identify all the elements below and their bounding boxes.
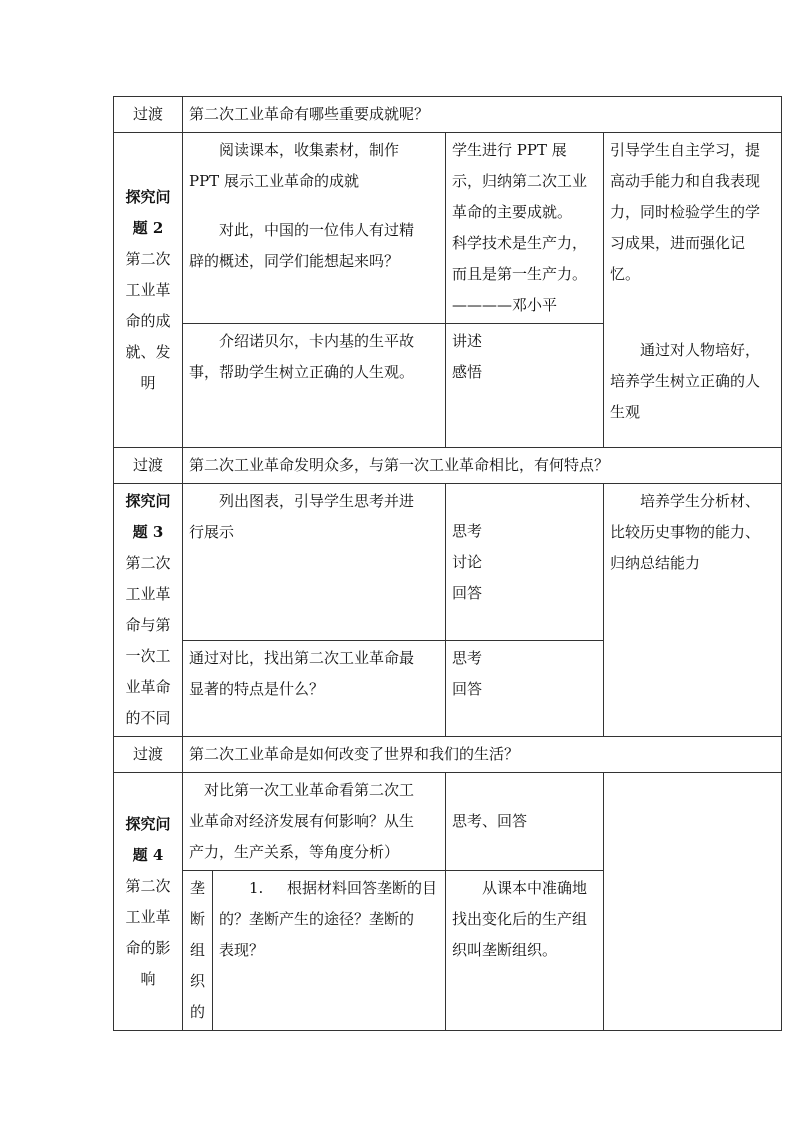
student-activity-cell	[446, 641, 604, 737]
list-number: 1.	[249, 879, 264, 897]
text-line: 培养学生树立正确的人	[610, 372, 761, 390]
text-line: 比较历史事物的能力、	[610, 523, 761, 541]
text-line: 辟的概述，同学们能想起来吗？	[189, 252, 400, 270]
text-line: 习成果，进而强化记	[610, 234, 746, 252]
text-line: 产力，生产关系，等角度分析）	[189, 843, 400, 861]
text-line: 力，同时检验学生的学	[610, 203, 761, 221]
question-4-header	[114, 773, 183, 1031]
text-line: 生观	[610, 403, 641, 421]
teacher-activity-cell	[183, 484, 446, 641]
text-line: 业革命对经济发展有何影响？从生	[189, 812, 415, 830]
transition-label: 过渡	[114, 737, 183, 773]
text-line: 而且是第一生产力。	[452, 265, 588, 283]
lesson-plan-table	[113, 96, 782, 1031]
transition-label: 过渡	[114, 448, 183, 484]
header-line: 命的成	[125, 311, 171, 330]
student-activity-cell	[446, 133, 604, 324]
text-line: 找出变化后的生产组	[452, 910, 588, 928]
text-line: 表现？	[219, 941, 265, 959]
text-line: 回答	[452, 680, 483, 699]
text-line: 思考、回答	[452, 812, 528, 830]
transition-row-3	[114, 737, 782, 773]
student-activity-cell	[446, 773, 604, 871]
transition-label: 过渡	[114, 97, 183, 133]
text-line: 感悟	[452, 363, 483, 381]
text-line: 行展示	[189, 523, 235, 541]
teacher-activity-cell	[213, 871, 446, 1031]
text-line: 事，帮助学生树立正确的人生观。	[189, 363, 415, 381]
text-line: 引导学生自主学习，提	[610, 141, 761, 159]
header-bold-line: 题 4	[132, 845, 164, 864]
text-line: 的？垄断产生的途径？垄断的	[219, 910, 415, 928]
text-line: 对比第一次工业革命看第二次工	[204, 781, 415, 799]
header-line: 响	[140, 969, 156, 988]
question-2-header	[114, 133, 183, 448]
question-2-row-a	[114, 133, 782, 324]
header-line: 的不同	[125, 709, 171, 727]
design-intent-cell	[604, 773, 782, 1031]
text-line: 从课本中准确地	[482, 879, 588, 897]
text-line: 回答	[452, 583, 483, 602]
text-line: 根据材料回答垄断的目	[287, 879, 438, 897]
question-4-row-a	[114, 773, 782, 871]
text-line: 讲述	[452, 332, 483, 350]
sub-topic-label-cell	[183, 871, 213, 1031]
header-line: 就、发	[125, 342, 171, 361]
text-line: 示，归纳第二次工业	[452, 172, 588, 190]
text-line: 织	[189, 972, 205, 990]
text-line: 忆。	[610, 265, 641, 283]
text-line: 思考	[452, 521, 483, 540]
header-bold-line: 题 3	[132, 523, 164, 541]
design-intent-cell	[604, 484, 782, 737]
teacher-activity-cell	[183, 324, 446, 448]
header-line: 明	[140, 373, 156, 392]
text-line: 高动手能力和自我表现	[610, 172, 761, 190]
header-line: 命与第	[125, 616, 171, 634]
text-line: 革命的主要成就。	[452, 203, 573, 221]
text-line: 织叫垄断组织。	[452, 941, 558, 959]
header-line: 一次工	[125, 647, 171, 665]
question-3-row-a	[114, 484, 782, 641]
text-line: 断	[189, 910, 205, 928]
text-line: 归纳总结能力	[610, 554, 701, 572]
teacher-activity-cell	[183, 641, 446, 737]
transition-row-1	[114, 97, 782, 133]
text-line: 介绍诺贝尔，卡内基的生平故	[219, 332, 415, 350]
text-line: 列出图表，引导学生思考并进	[219, 492, 415, 510]
text-line: 阅读课本，收集素材，制作	[219, 141, 400, 159]
text-line: PPT 展示工业革命的成就	[189, 172, 359, 190]
header-bold-line: 探究问	[125, 814, 171, 833]
header-line: 第二次	[125, 876, 171, 895]
text-line: 对此，中国的一位伟人有过精	[219, 221, 415, 239]
text-line: 通过对比，找出第二次工业革命最	[189, 649, 415, 668]
text-line: 显著的特点是什么？	[189, 680, 325, 699]
header-line: 第二次	[125, 249, 171, 268]
transition-text: 第二次工业革命有哪些重要成就呢？	[183, 97, 782, 133]
header-line: 工业革	[125, 280, 171, 299]
text-line: 的	[189, 1003, 205, 1021]
teacher-activity-cell	[183, 133, 446, 324]
header-bold-line: 探究问	[125, 187, 171, 206]
transition-text: 第二次工业革命发明众多，与第一次工业革命相比，有何特点？	[183, 448, 782, 484]
student-activity-cell	[446, 484, 604, 641]
header-line: 工业革	[125, 907, 171, 926]
header-line: 第二次	[125, 554, 171, 572]
header-line: 工业革	[125, 585, 171, 603]
text-line: 思考	[452, 649, 483, 668]
text-line: 学生进行 PPT 展	[452, 141, 567, 159]
student-activity-cell	[446, 324, 604, 448]
signature-line: ————邓小平	[452, 296, 558, 314]
header-bold-line: 探究问	[125, 492, 171, 510]
header-line: 业革命	[125, 678, 171, 696]
text-line: 科学技术是生产力，	[452, 234, 588, 252]
text-line: 通过对人物培好，	[640, 341, 761, 359]
text-line: 组	[189, 941, 205, 959]
transition-row-2	[114, 448, 782, 484]
design-intent-cell	[604, 133, 782, 448]
header-bold-line: 题 2	[132, 218, 164, 237]
question-3-header	[114, 484, 183, 737]
text-line: 培养学生分析材、	[640, 492, 761, 510]
header-line: 命的影	[125, 938, 171, 957]
text-line: 讨论	[452, 552, 483, 571]
transition-text: 第二次工业革命是如何改变了世界和我们的生活？	[183, 737, 782, 773]
text-line: 垄	[189, 879, 205, 897]
teacher-activity-cell	[183, 773, 446, 871]
student-activity-cell	[446, 871, 604, 1031]
